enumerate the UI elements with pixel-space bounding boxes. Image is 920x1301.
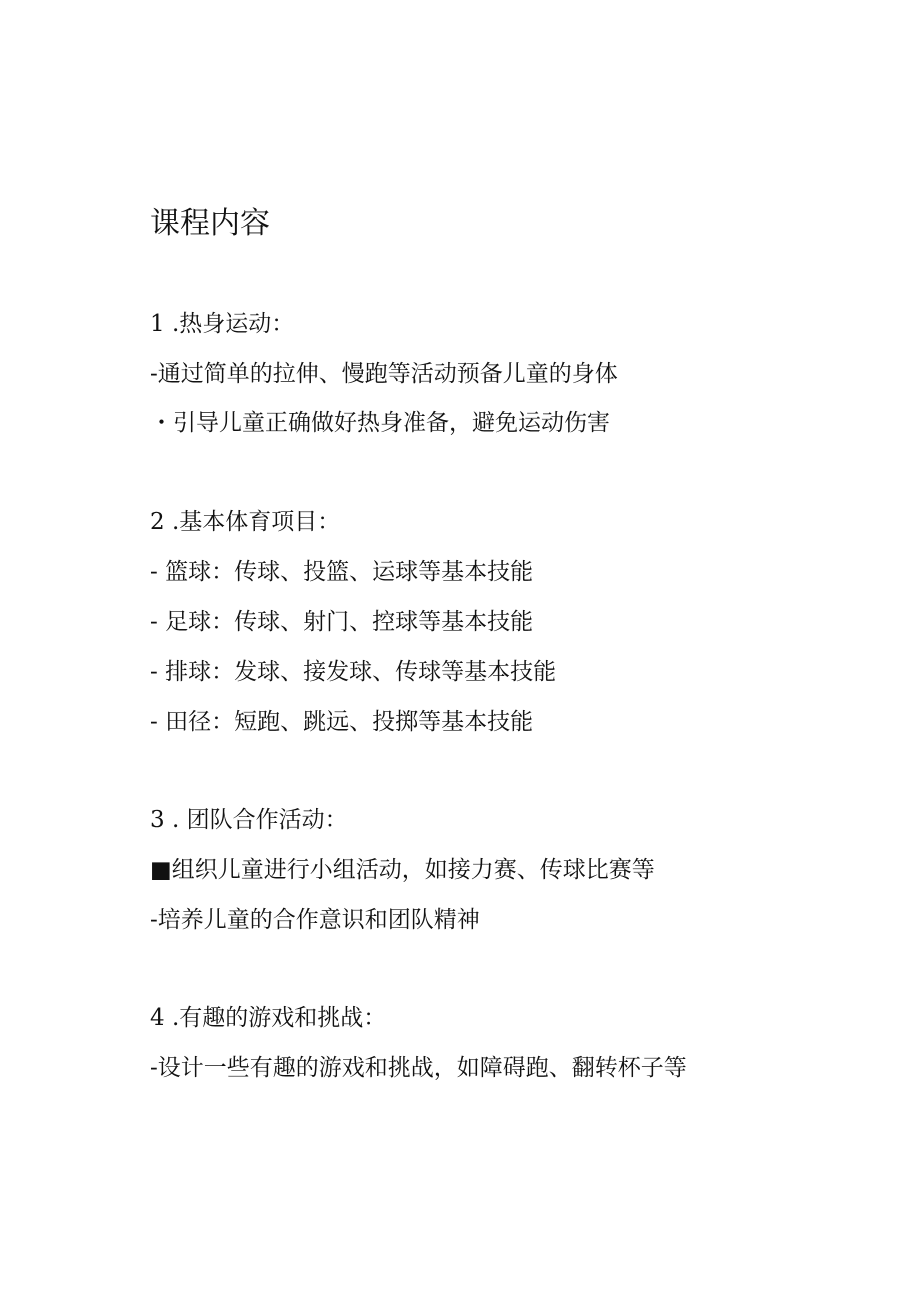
section-heading-teamwork: 3 . 团队合作活动： xyxy=(150,807,348,833)
list-item: - 足球：传球、射门、控球等基本技能 xyxy=(150,609,534,635)
list-item: - 排球：发球、接发球、传球等基本技能 xyxy=(150,659,557,685)
list-item: - 篮球：传球、投篮、运球等基本技能 xyxy=(150,559,534,585)
list-item: -设计一些有趣的游戏和挑战，如障碍跑、翻转杯子等 xyxy=(150,1055,687,1081)
section-heading-warmup: 1 .热身运动： xyxy=(150,311,295,337)
list-item: -通过简单的拉伸、慢跑等活动预备儿童的身体 xyxy=(150,361,618,387)
list-item: ・引导儿童正确做好热身准备，避免运动伤害 xyxy=(150,410,610,436)
list-item: ■组织儿童进行小组活动，如接力赛、传球比赛等 xyxy=(150,857,655,883)
page-title: 课程内容 xyxy=(150,206,270,241)
list-item: -培养儿童的合作意识和团队精神 xyxy=(150,907,480,933)
list-item: - 田径：短跑、跳远、投掷等基本技能 xyxy=(150,709,534,735)
section-heading-games: 4 .有趣的游戏和挑战： xyxy=(150,1005,387,1031)
section-heading-basic-sports: 2 .基本体育项目： xyxy=(150,509,341,535)
